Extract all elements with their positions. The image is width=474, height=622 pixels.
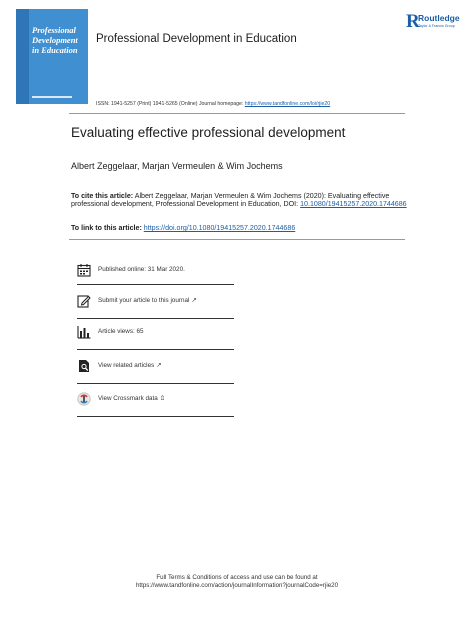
publisher-tagline: Taylor & Francis Group xyxy=(418,24,455,28)
citation-block xyxy=(71,192,407,209)
header-divider xyxy=(69,113,405,114)
submit-article-label: Submit your article to this journal xyxy=(98,297,190,304)
crossmark-label: View Crossmark data xyxy=(98,395,158,402)
terms-footer-url[interactable]: https://www.tandfonline.com/action/journalInformation?journalCode=rjie20 xyxy=(135,582,339,589)
journal-title: Professional Development in Education xyxy=(96,33,297,45)
article-views-row xyxy=(77,324,407,342)
issn-line xyxy=(96,101,330,107)
citation-doi-link[interactable]: 10.1080/19415257.2020.1744686 xyxy=(300,200,407,209)
related-articles-label: View related articles xyxy=(98,362,155,369)
document-search-icon xyxy=(77,359,91,373)
article-link-line xyxy=(71,224,407,232)
issn-text: ISSN: 1941-5257 (Print) 1941-5265 (Online) Journal homepage: xyxy=(96,101,245,107)
cover-footer-mark xyxy=(32,96,72,98)
article-title: Evaluating effective professional development xyxy=(71,125,346,140)
terms-footer-line1: Full Terms & Conditions of access and use can be found at xyxy=(156,574,318,581)
edit-pencil-icon xyxy=(77,294,91,308)
row-divider xyxy=(77,318,234,319)
publisher-name: Routledge xyxy=(418,13,460,23)
crossmark-link[interactable] xyxy=(98,395,165,402)
article-link-label: To link to this article: xyxy=(71,224,144,232)
calendar-icon xyxy=(77,263,91,277)
crossmark-row[interactable] xyxy=(77,391,407,409)
bar-chart-icon xyxy=(77,325,91,339)
journal-homepage-link[interactable]: https://www.tandfonline.com/loi/rjie20 xyxy=(244,101,331,107)
cover-title: Professional Development in Education xyxy=(32,25,78,55)
published-online-text: Published online: 31 Mar 2020. xyxy=(98,266,185,273)
row-divider xyxy=(77,416,234,417)
row-divider xyxy=(77,349,234,350)
article-views-text: Article views: 65 xyxy=(98,328,144,335)
citation-label: To cite this article: xyxy=(71,192,134,200)
cover-spine-band xyxy=(16,9,29,104)
published-online-row xyxy=(77,262,407,280)
external-link-icon: ↗ xyxy=(191,297,197,304)
citation-text: Albert Zeggelaar, Marjan Vermeulen & Wim Jochems (2020): Evaluating effective professional development, Professional Development in Education, DOI: xyxy=(71,192,390,209)
related-articles-row[interactable] xyxy=(77,358,407,376)
submit-article-row[interactable] xyxy=(77,293,407,311)
article-doi-url-link[interactable]: https://doi.org/10.1080/19415257.2020.1744686 xyxy=(143,224,296,232)
external-link-icon: ⇬ xyxy=(159,395,166,402)
submit-article-link[interactable] xyxy=(98,297,197,304)
external-link-icon: ↗ xyxy=(156,362,162,369)
routledge-r-icon: R xyxy=(406,11,420,32)
citation-divider xyxy=(69,239,405,240)
publisher-logo xyxy=(406,12,468,34)
related-articles-link[interactable] xyxy=(98,362,162,369)
row-divider xyxy=(77,383,234,384)
row-divider xyxy=(77,284,234,285)
journal-cover-image xyxy=(16,9,88,104)
crossmark-icon xyxy=(77,392,91,406)
article-authors: Albert Zeggelaar, Marjan Vermeulen & Wim Jochems xyxy=(71,161,283,171)
